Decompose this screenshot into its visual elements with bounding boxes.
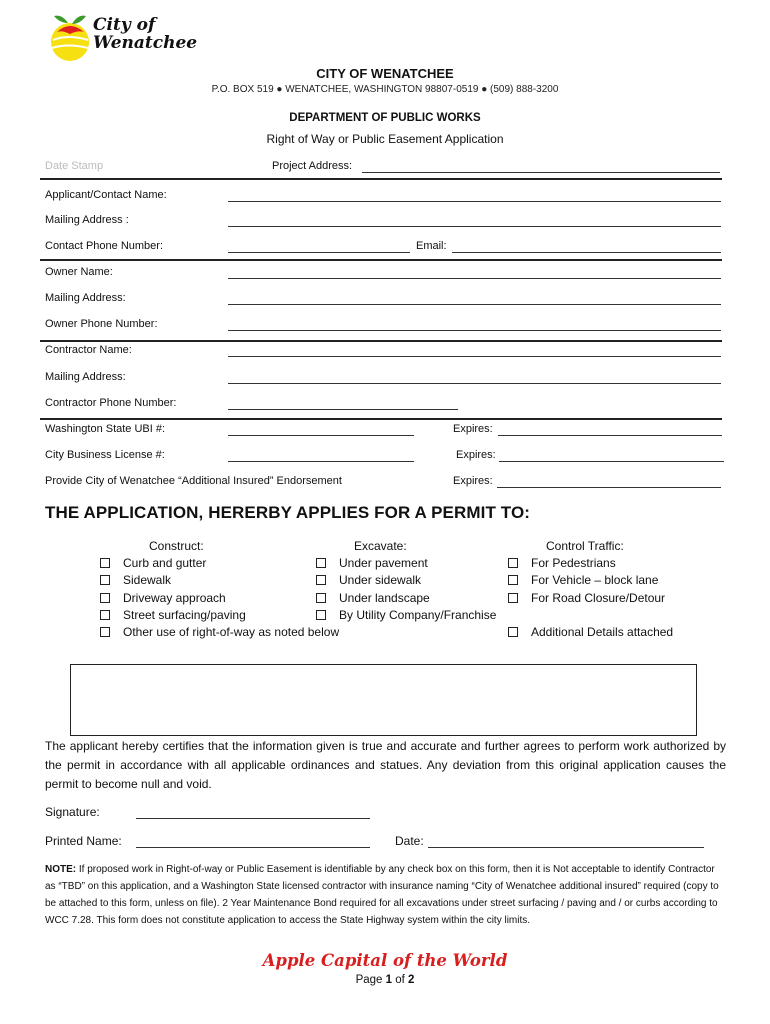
owner-name-label: Owner Name:: [45, 266, 113, 278]
checkbox[interactable]: [100, 593, 110, 603]
signature-label: Signature:: [45, 805, 100, 819]
excavate-pavement-option[interactable]: [316, 556, 428, 570]
checkbox[interactable]: [100, 627, 110, 637]
contractor-phone-field[interactable]: [228, 409, 458, 410]
checkbox[interactable]: [508, 558, 518, 568]
option-label: For Pedestrians: [531, 556, 616, 570]
section-divider: [40, 178, 722, 180]
project-address-field[interactable]: [362, 172, 720, 173]
printed-name-field[interactable]: [136, 847, 370, 848]
owner-mailing-field[interactable]: [228, 304, 721, 305]
insured-expires-label: Expires:: [453, 475, 493, 487]
details-textarea[interactable]: [70, 664, 697, 736]
option-label: By Utility Company/Franchise: [339, 608, 497, 622]
owner-mailing-label: Mailing Address:: [45, 292, 126, 304]
applicant-name-label: Applicant/Contact Name:: [45, 189, 167, 201]
checkbox[interactable]: [508, 575, 518, 585]
contractor-name-field[interactable]: [228, 356, 721, 357]
option-label: For Vehicle – block lane: [531, 573, 659, 587]
note-paragraph: [45, 861, 726, 929]
contractor-name-label: Contractor Name:: [45, 344, 132, 356]
email-field[interactable]: [452, 252, 721, 253]
logo-line-2: Wenatchee: [93, 33, 198, 53]
header-address: P.O. BOX 519 ● WENATCHEE, WASHINGTON 98807-0519 ● (509) 888-3200: [211, 84, 559, 95]
ubi-expires-label: Expires:: [453, 423, 493, 435]
ubi-expires-field[interactable]: [498, 435, 722, 436]
checkbox[interactable]: [100, 558, 110, 568]
owner-phone-label: Owner Phone Number:: [45, 318, 158, 330]
traffic-pedestrians-option[interactable]: [508, 556, 616, 570]
option-label: Other use of right-of-way as noted below: [123, 625, 340, 639]
control-traffic-heading: Control Traffic:: [546, 539, 624, 553]
ubi-field[interactable]: [228, 435, 414, 436]
header-title: CITY OF WENATCHEE: [316, 66, 454, 81]
checkbox[interactable]: [100, 610, 110, 620]
checkbox[interactable]: [316, 558, 326, 568]
additional-insured-label: Provide City of Wenatchee “Additional Insured” Endorsement: [45, 475, 342, 487]
footer-tagline: Apple Capital of the World: [262, 951, 508, 970]
option-label: For Road Closure/Detour: [531, 591, 666, 605]
applicant-name-field[interactable]: [228, 201, 721, 202]
printed-name-label: Printed Name:: [45, 834, 122, 848]
owner-name-field[interactable]: [228, 278, 721, 279]
note-text: If proposed work in Right-of-way or Public Easement is identifiable by any check box on this form, then it is Not acceptable to identify Contractor as “TBD” on this application, and a Washington State licensed contractor with insurance naming “City of Wenatchee additional insured” required (copy to be attached to this form, unless on file). 2 Year Maintenance Bond required for all excavations under street surfacing / paving and / or curbs according to WCC 7.28. This form does not constitute application to access the State Highway system within the city limits.: [45, 864, 719, 926]
page-current: 1: [385, 974, 393, 986]
construct-sidewalk-option[interactable]: [100, 573, 171, 587]
logo-line-1: City of: [93, 15, 156, 35]
contractor-mailing-label: Mailing Address:: [45, 371, 126, 383]
option-label: Curb and gutter: [123, 556, 207, 570]
date-label: Date:: [395, 834, 424, 848]
email-label: Email:: [416, 240, 447, 252]
excavate-landscape-option[interactable]: [316, 591, 430, 605]
page-of: of: [392, 974, 409, 986]
excavate-heading: Excavate:: [354, 539, 407, 553]
date-field[interactable]: [428, 847, 704, 848]
option-label: Driveway approach: [123, 591, 226, 605]
page-prefix: Page: [355, 974, 386, 986]
excavate-sidewalk-option[interactable]: [316, 573, 421, 587]
insured-expires-field[interactable]: [497, 487, 721, 488]
checkbox[interactable]: [316, 610, 326, 620]
owner-phone-field[interactable]: [228, 330, 721, 331]
construct-driveway-option[interactable]: [100, 591, 226, 605]
contact-phone-label: Contact Phone Number:: [45, 240, 164, 252]
license-expires-label: Expires:: [456, 449, 496, 461]
page-total: 2: [408, 974, 415, 986]
applicant-mailing-label: Mailing Address :: [45, 214, 129, 226]
checkbox[interactable]: [100, 575, 110, 585]
option-label: Street surfacing/paving: [123, 608, 246, 622]
department-title: DEPARTMENT OF PUBLIC WORKS: [289, 112, 481, 124]
option-label: Sidewalk: [123, 573, 172, 587]
checkbox[interactable]: [316, 593, 326, 603]
date-stamp: Date Stamp: [45, 160, 104, 172]
traffic-closure-option[interactable]: [508, 591, 665, 605]
option-label: Under sidewalk: [339, 573, 422, 587]
ubi-label: Washington State UBI #:: [45, 423, 166, 435]
form-title: Right of Way or Public Easement Application: [266, 132, 504, 146]
section-divider: [40, 259, 722, 261]
contractor-phone-label: Contractor Phone Number:: [45, 397, 177, 409]
business-license-label: City Business License #:: [45, 449, 165, 461]
additional-details-option[interactable]: [508, 625, 673, 639]
permit-heading: THE APPLICATION, HERERBY APPLIES FOR A PERMIT TO:: [45, 503, 531, 522]
section-divider: [40, 340, 722, 342]
excavate-utility-option[interactable]: [316, 608, 496, 622]
contact-phone-field[interactable]: [228, 252, 410, 253]
logo-text: [93, 16, 197, 52]
option-label: Under landscape: [339, 591, 430, 605]
construct-other-option[interactable]: [100, 625, 339, 639]
business-license-field[interactable]: [228, 461, 414, 462]
construct-heading: Construct:: [149, 539, 204, 553]
construct-paving-option[interactable]: [100, 608, 246, 622]
certification-text: The applicant hereby certifies that the information given is true and accurate and further agrees to perform work authorized by the permit in accordance with all applicable ordinances and statues. Any deviation from this original application causes the permit to become null and void.: [45, 739, 726, 791]
option-label: Additional Details attached: [531, 625, 674, 639]
note-label: NOTE:: [45, 864, 77, 875]
checkbox[interactable]: [316, 575, 326, 585]
city-logo: [48, 10, 198, 70]
traffic-vehicle-option[interactable]: [508, 573, 658, 587]
page-number: [0, 974, 770, 986]
license-expires-field[interactable]: [499, 461, 724, 462]
applicant-mailing-field[interactable]: [228, 226, 721, 227]
option-label: Under pavement: [339, 556, 428, 570]
construct-curb-option[interactable]: [100, 556, 206, 570]
checkbox[interactable]: [508, 593, 518, 603]
signature-field[interactable]: [136, 818, 370, 819]
contractor-mailing-field[interactable]: [228, 383, 721, 384]
section-divider: [40, 418, 722, 420]
checkbox[interactable]: [508, 627, 518, 637]
project-address-label: Project Address:: [272, 160, 353, 172]
